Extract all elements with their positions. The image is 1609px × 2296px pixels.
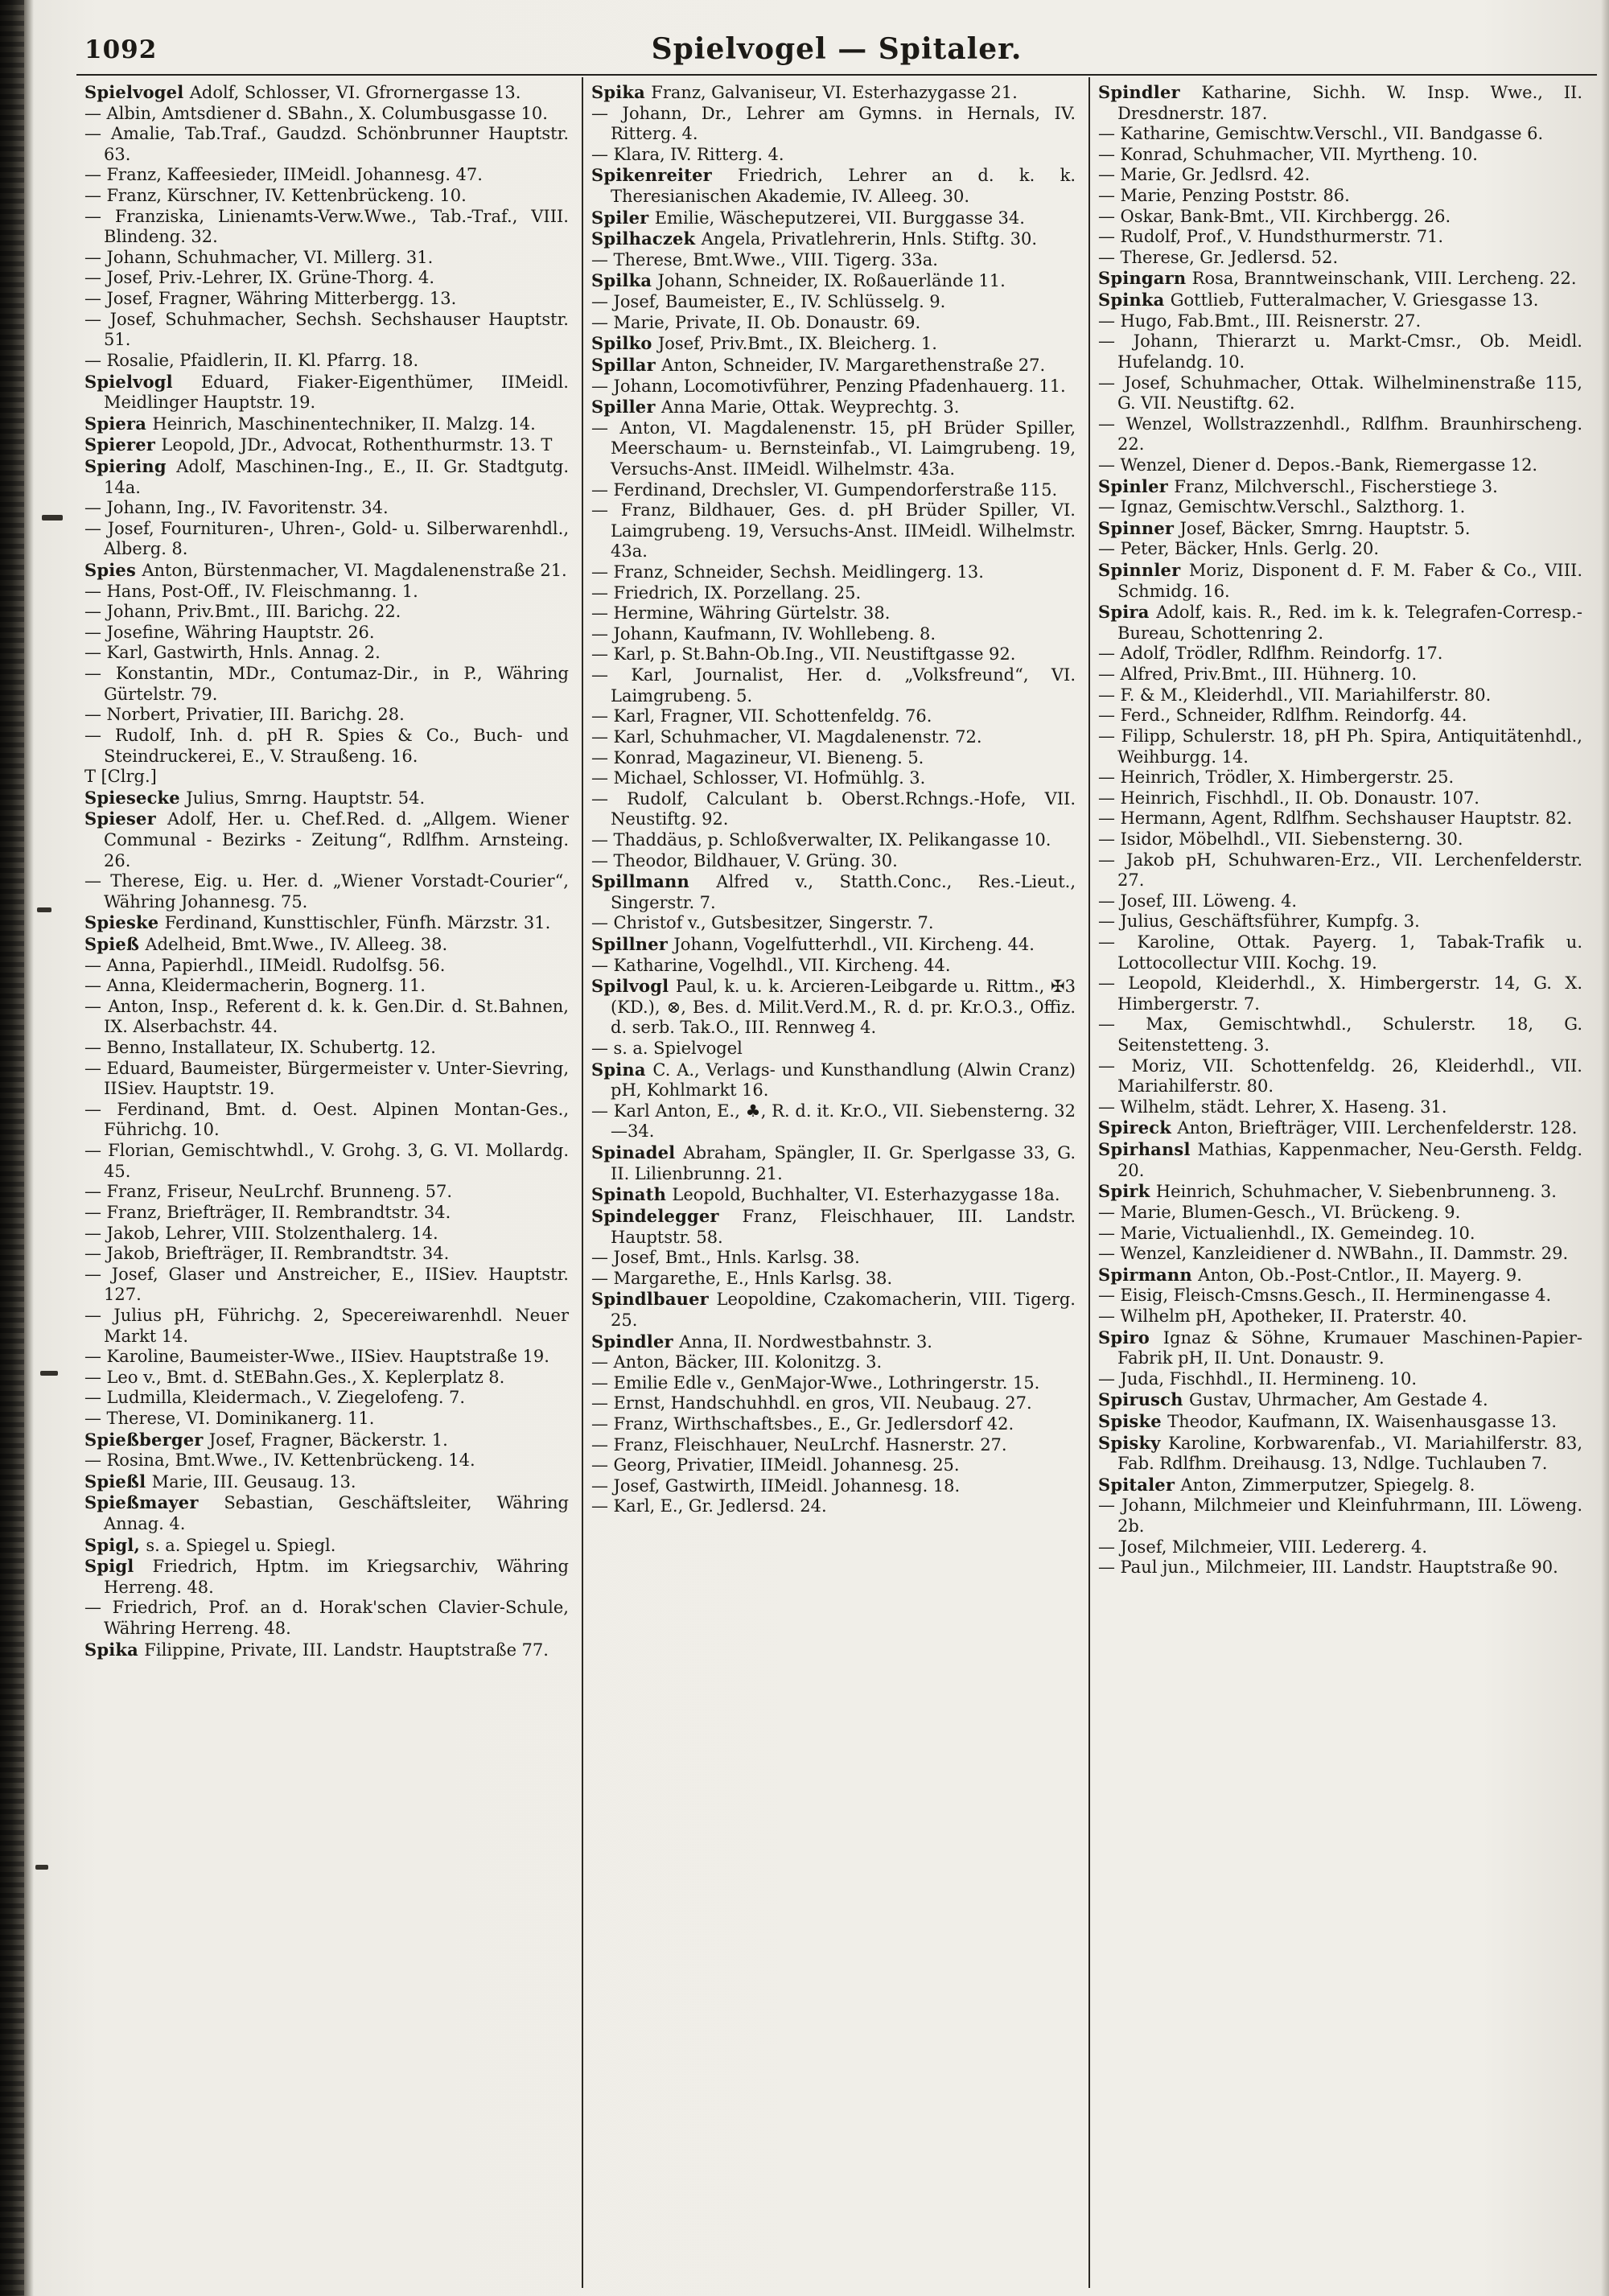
directory-entry: — Rudolf, Calculant b. Oberst.Rchngs.-Hofe, VII. Neustiftg. 92.: [591, 788, 1076, 829]
directory-entry: — Anna, Papierhdl., IIMeidl. Rudolfsg. 56.: [84, 955, 446, 975]
directory-entry: — Marie, Penzing Poststr. 86.: [1098, 186, 1350, 206]
scan-artifact: [35, 1865, 48, 1870]
directory-entry: — Konrad, Magazineur, VI. Bieneng. 5.: [591, 747, 924, 767]
surname: Spielvogel: [84, 82, 190, 102]
directory-entry: — Michael, Schlosser, VI. Hofmühlg. 3.: [591, 768, 926, 788]
directory-entry-head: Spingarn Rosa, Branntweinschank, VIII. Lercheng. 22.: [1098, 268, 1577, 289]
surname: Spindelegger: [591, 1205, 743, 1226]
directory-entry: — Leopold, Kleiderhdl., X. Himbergerstr. 14, G. X. Himbergerstr. 7.: [1098, 973, 1582, 1014]
directory-entry-head: Spilko Josef, Priv.Bmt., IX. Bleicherg. 1.: [591, 333, 937, 354]
directory-entry: — Ludmilla, Kleidermach., V. Ziegelofeng. 7.: [84, 1388, 466, 1408]
directory-entry-head: Spira Adolf, kais. R., Red. im k. k. Telegrafen-Corresp.-Bureau, Schottenring 2.: [1098, 602, 1582, 643]
directory-entry: — Wilhelm pH, Apotheker, II. Praterstr. 40.: [1098, 1306, 1467, 1326]
directory-entry: — Jakob, Lehrer, VIII. Stolzenthalerg. 14.: [84, 1223, 438, 1243]
surname: Spillar: [591, 354, 662, 375]
directory-entry: — Franz, Fleischhauer, NeuLrchf. Hasnerstr. 27.: [591, 1434, 1007, 1455]
directory-entry: — Rosina, Bmt.Wwe., IV. Kettenbrückeng. 14.: [84, 1450, 475, 1471]
surname: Spindler: [591, 1331, 680, 1352]
directory-entry: — Oskar, Bank-Bmt., VII. Kirchbergg. 26.: [1098, 206, 1451, 226]
directory-entry: — Max, Gemischtwhdl., Schulerstr. 18, G. Seitenstetteng. 3.: [1098, 1014, 1582, 1055]
directory-entry-head: Spika Franz, Galvaniseur, VI. Esterhazygasse 21.: [591, 82, 1018, 102]
directory-entry: — Ferdinand, Drechsler, VI. Gumpendorferstraße 115.: [591, 479, 1058, 500]
directory-entry: — s. a. Spielvogel: [591, 1039, 743, 1059]
directory-entry: — Amalie, Tab.Traf., Gaudzd. Schönbrunner Hauptstr. 63.: [84, 124, 569, 164]
directory-entry: — Johann, Kaufmann, IV. Wohllebeng. 8.: [591, 623, 936, 644]
directory-entry: — Hans, Post-Off., IV. Fleischmanng. 1.: [84, 581, 418, 601]
directory-entry: — Johann, Locomotivführer, Penzing Pfadenhauerg. 11.: [591, 376, 1066, 396]
directory-entry-head: Spindlbauer Leopoldine, Czakomacherin, VIII. Tigerg. 25.: [591, 1289, 1076, 1330]
surname: Spies: [84, 560, 142, 581]
column-3: [1090, 77, 1595, 2288]
directory-entry: — Marie, Blumen-Gesch., VI. Brückeng. 9.: [1098, 1202, 1461, 1222]
directory-entry: — Josef, Gastwirth, IIMeidl. Johannesg. 18.: [591, 1475, 961, 1496]
surname: Spinath: [591, 1184, 673, 1205]
column-2: [583, 77, 1088, 2288]
directory-entry-head: Spilka Johann, Schneider, IX. Roßauerlände 11.: [591, 270, 1006, 291]
directory-entry-head: Spiske Theodor, Kaufmann, IX. Waisenhausgasse 13.: [1098, 1411, 1558, 1431]
directory-entry: — Rosalie, Pfaidlerin, II. Kl. Pfarrg. 18.: [84, 350, 419, 370]
directory-entry: — Eisig, Fleisch-Cmsns.Gesch., II. Herminengasse 4.: [1098, 1286, 1552, 1306]
surname: Spikenreiter: [591, 165, 739, 186]
directory-entry-head: Spielvogl Eduard, Fiaker-Eigenthümer, IIMeidl. Meidlinger Hauptstr. 19.: [84, 371, 569, 413]
directory-entry-head: Spillner Johann, Vogelfutterhdl., VII. Kircheng. 44.: [591, 933, 1035, 954]
directory-entry-head: Spika Filippine, Private, III. Landstr. Hauptstraße 77.: [84, 1639, 549, 1660]
directory-entry: — Therese, Gr. Jedlersd. 52.: [1098, 247, 1339, 267]
directory-entry: — Hermine, Währing Gürtelstr. 38.: [591, 603, 891, 623]
surname: Spira: [1098, 602, 1157, 623]
surname: Spinka: [1098, 290, 1171, 311]
directory-entry: — Isidor, Möbelhdl., VII. Siebensterng. 30.: [1098, 829, 1463, 849]
directory-entry: — Benno, Installateur, IX. Schubertg. 12.: [84, 1038, 436, 1058]
directory-entry: — Konrad, Schuhmacher, VII. Myrtheng. 10.: [1098, 144, 1478, 164]
directory-entry: — Jakob pH, Schuhwaren-Erz., VII. Lerchenfelderstr. 27.: [1098, 850, 1582, 891]
surname: Spina: [591, 1059, 653, 1080]
surname: Spigl: [84, 1556, 153, 1577]
surname: Spindler: [1098, 82, 1202, 102]
surname: Spinner: [1098, 517, 1180, 538]
directory-entry-head: Spillmann Alfred v., Statth.Conc., Res.-Lieut., Singerstr. 7.: [591, 871, 1076, 912]
surname: Spiler: [591, 207, 655, 228]
directory-entry: — Leo v., Bmt. d. StEBahn.Ges., X. Keplerplatz 8.: [84, 1367, 505, 1387]
directory-entry-head: Spießl Marie, III. Geusaug. 13.: [84, 1471, 356, 1492]
directory-entry: — Karl, Journalist, Her. d. „Volksfreund“, VI. Laimgrubeng. 5.: [591, 665, 1076, 706]
surname: Spigl,: [84, 1534, 146, 1555]
surname: Spilvogl: [591, 976, 676, 997]
directory-entry: — Josef, Fragner, Währing Mitterbergg. 13.: [84, 289, 457, 309]
directory-entry: — Josef, Schuhmacher, Sechsh. Sechshauser Hauptstr. 51.: [84, 309, 569, 350]
directory-entry: — Moriz, VII. Schottenfeldg. 26, Kleiderhdl., VII. Mariahilferstr. 80.: [1098, 1055, 1582, 1097]
directory-entry-head: Spinnler Moriz, Disponent d. F. M. Faber & Co., VIII. Schmidg. 16.: [1098, 560, 1582, 601]
directory-entry: — Katharine, Vogelhdl., VII. Kircheng. 44.: [591, 955, 951, 975]
directory-entry: — Rudolf, Inh. d. pH R. Spies & Co., Buch- und Steindruckerei, E., V. Straußeng. 16.: [84, 725, 569, 766]
directory-entry: — Karl Anton, E., ♣, R. d. it. Kr.O., VII. Siebensterng. 32—34.: [591, 1101, 1076, 1142]
column-1: [76, 77, 582, 2288]
directory-entry: — Josef, Fournituren-, Uhren-, Gold- u. Silberwarenhdl., Alberg. 8.: [84, 518, 570, 559]
directory-entry: — Anton, Insp., Referent d. k. k. Gen.Dir. d. St.Bahnen, IX. Alserbachstr. 44.: [84, 996, 569, 1037]
directory-entry-head: Spiering Adolf, Maschinen-Ing., E., II. Gr. Stadtgutg. 14a.: [84, 455, 569, 497]
surname: Spieske: [84, 912, 165, 933]
surname: Spinnler: [1098, 560, 1189, 581]
directory-entry-head: Spinner Josef, Bäcker, Smrng. Hauptstr. 5.: [1098, 517, 1471, 538]
directory-entry: — Friedrich, IX. Porzellang. 25.: [591, 582, 862, 603]
surname: Spirhansl: [1098, 1139, 1198, 1160]
surname: Spilhaczek: [591, 228, 702, 249]
directory-entry: — Konstantin, MDr., Contumaz-Dir., in P., Währing Gürtelstr. 79.: [84, 664, 569, 704]
directory-entry-head: Spies Anton, Bürstenmacher, VI. Magdalenenstraße 21.: [84, 560, 567, 581]
directory-entry: — Margarethe, E., Hnls Karlsg. 38.: [591, 1268, 893, 1288]
directory-entry: — Josef, Bmt., Hnls. Karlsg. 38.: [591, 1248, 860, 1268]
directory-entry: — Franz, Wirthschaftsbes., E., Gr. Jedlersdorf 42.: [591, 1414, 1014, 1434]
directory-entry-head: Spirhansl Mathias, Kappenmacher, Neu-Gersth. Feldg. 20.: [1098, 1139, 1582, 1180]
header-rule: [76, 74, 1597, 76]
scan-artifact: [42, 515, 63, 521]
surname: Spießl: [84, 1471, 152, 1492]
directory-entry: — Hugo, Fab.Bmt., III. Reisnerstr. 27.: [1098, 311, 1422, 331]
surname: Spindlbauer: [591, 1289, 717, 1310]
directory-entry: — Ferd., Schneider, Rdlfhm. Reindorfg. 44.: [1098, 706, 1467, 726]
directory-entry: — Wenzel, Diener d. Depos.-Bank, Riemergasse 12.: [1098, 455, 1538, 475]
directory-entry-head: Spierer Leopold, JDr., Advocat, Rothenthurmstr. 13. T: [84, 434, 553, 455]
directory-entry-head: Spiller Anna Marie, Ottak. Weyprechtg. 3.: [591, 397, 960, 418]
directory-entry: — Anton, VI. Magdalenenstr. 15, pH Brüder Spiller, Meerschaum- u. Bernsteinfab., VI. Laimgrubeng. 19, Versuchs-Anst. IIMeidl. Wilhelmstr. 43a.: [591, 418, 1076, 479]
directory-entry: — Albin, Amtsdiener d. SBahn., X. Columbusgasse 10.: [84, 103, 548, 123]
surname: Spirk: [1098, 1181, 1156, 1202]
directory-entry-head: Spisky Karoline, Korbwarenfab., VI. Mariahilferstr. 83, Fab. Rdlfhm. Dreihausg. 13, Ndlge. Tuchlauben 7.: [1098, 1432, 1582, 1474]
directory-entry-head: Spinadel Abraham, Spängler, II. Gr. Sperlgasse 33, G. II. Lilienbrunng. 21.: [591, 1142, 1076, 1183]
surname: Spiske: [1098, 1411, 1168, 1431]
directory-entry: — Florian, Gemischtwhdl., V. Grohg. 3, G. VI. Mollardg. 45.: [84, 1141, 570, 1181]
directory-entry: — Josef, Glaser und Anstreicher, E., IISiev. Hauptstr. 127.: [84, 1264, 569, 1305]
surname: Spirmann: [1098, 1264, 1199, 1285]
directory-entry: — Johann, Schuhmacher, VI. Millerg. 31.: [84, 247, 434, 267]
surname: Spillner: [591, 933, 674, 954]
directory-entry: — Julius pH, Führichg. 2, Specereiwarenhdl. Neuer Markt 14.: [84, 1305, 569, 1346]
directory-entry: — Marie, Victualienhdl., IX. Gemeindeg. 10.: [1098, 1223, 1475, 1243]
directory-entry-head: Spieske Ferdinand, Kunsttischler, Fünfh. Märzstr. 31.: [84, 912, 551, 933]
directory-entry: — Johann, Thierarzt u. Markt-Cmsr., Ob. Meidl. Hufelandg. 10.: [1098, 331, 1582, 372]
directory-entry: — Norbert, Privatier, III. Barichg. 28.: [84, 705, 405, 725]
directory-entry: — Therese, Bmt.Wwe., VIII. Tigerg. 33a.: [591, 249, 938, 270]
directory-entry-head: Spillar Anton, Schneider, IV. Margarethenstraße 27.: [591, 354, 1046, 375]
directory-entry: — Josef, Schuhmacher, Ottak. Wilhelminenstraße 115, G. VII. Neustiftg. 62.: [1098, 372, 1582, 414]
directory-entry-head: Spiler Emilie, Wäscheputzerei, VII. Burggasse 34.: [591, 207, 1025, 228]
surname: Spika: [84, 1639, 145, 1660]
directory-entry: — Adolf, Trödler, Rdlfhm. Reindorfg. 17.: [1098, 644, 1443, 664]
directory-entry: — Anton, Bäcker, III. Kolonitzg. 3.: [591, 1352, 883, 1372]
directory-entry-head: Spireck Anton, Briefträger, VIII. Lerchenfelderstr. 128.: [1098, 1117, 1578, 1138]
directory-entry: — Hermann, Agent, Rdlfhm. Sechshauser Hauptstr. 82.: [1098, 809, 1573, 829]
surname: Spika: [591, 82, 652, 102]
directory-entry: — Johann, Milchmeier und Kleinfuhrmann, III. Löweng. 2b.: [1098, 1496, 1582, 1537]
directory-entry: — Karoline, Baumeister-Wwe., IISiev. Hauptstraße 19.: [84, 1347, 549, 1367]
directory-entry-head: Spielvogel Adolf, Schlosser, VI. Gfrornergasse 13.: [84, 82, 521, 102]
surname: Spinler: [1098, 475, 1175, 496]
surname: Spießmayer: [84, 1492, 224, 1513]
surname: Spirusch: [1098, 1389, 1189, 1410]
directory-entry: — Friedrich, Prof. an d. Horak'schen Clavier-Schule, Währing Herreng. 48.: [84, 1598, 569, 1639]
directory-entry: — Johann, Dr., Lehrer am Gymns. in Hernals, IV. Ritterg. 4.: [591, 103, 1076, 144]
directory-entry: — Marie, Gr. Jedlsrd. 42.: [1098, 165, 1311, 185]
directory-entry: — Franz, Bildhauer, Ges. d. pH Brüder Spiller, VI. Laimgrubeng. 19, Versuchs-Anst. IIMeidl. Wilhelmstr. 43a.: [591, 500, 1076, 562]
surname: Spielvogl: [84, 371, 201, 392]
directory-entry: — Franz, Friseur, NeuLrchf. Brunneng. 57.: [84, 1182, 453, 1202]
page-number: 1092: [84, 35, 158, 64]
directory-entry: — Paul jun., Milchmeier, III. Landstr. Hauptstraße 90.: [1098, 1557, 1558, 1578]
directory-entry: — Therese, VI. Dominikanerg. 11.: [84, 1409, 375, 1428]
directory-entry: — Ignaz, Gemischtw.Verschl., Salzthorg. 1.: [1098, 497, 1466, 517]
surname: Spinadel: [591, 1142, 684, 1163]
directory-entry: — Johann, Priv.Bmt., III. Barichg. 22.: [84, 602, 401, 622]
directory-entry-head: Spieß Adelheid, Bmt.Wwe., IV. Alleeg. 38.: [84, 933, 448, 954]
surname: Spiesecke: [84, 787, 187, 808]
directory-entry: — Rudolf, Prof., V. Hundsthurmerstr. 71.: [1098, 227, 1444, 247]
directory-entry-head: Spieser Adolf, Her. u. Chef.Red. d. „Allgem. Wiener Communal - Bezirks - Zeitung“, Rdlfhm. Arnsteing. 26.: [84, 809, 569, 870]
directory-entry-head: Spikenreiter Friedrich, Lehrer an d. k. k. Theresianischen Akademie, IV. Alleeg. 30.: [591, 165, 1076, 207]
directory-entry-head: Spinath Leopold, Buchhalter, VI. Esterhazygasse 18a.: [591, 1184, 1060, 1205]
directory-entry: — Franz, Kaffeesieder, IIMeidl. Johannesg. 47.: [84, 165, 483, 185]
directory-entry: — Julius, Geschäftsführer, Kumpfg. 3.: [1098, 911, 1420, 932]
directory-entry: — Franz, Briefträger, II. Rembrandtstr. 34.: [84, 1202, 451, 1222]
directory-entry: — Filipp, Schulerstr. 18, pH Ph. Spira, Antiquitätenhdl., Weihburgg. 14.: [1098, 726, 1582, 767]
directory-entry-head: Spindler Katharine, Sichh. W. Insp. Wwe., II. Dresdnerstr. 187.: [1098, 82, 1582, 123]
scan-artifact: [37, 907, 51, 912]
surname: Spieß: [84, 933, 146, 954]
directory-entry: — Heinrich, Fischhdl., II. Ob. Donaustr. 107.: [1098, 788, 1479, 808]
directory-entry: — Karl, Fragner, VII. Schottenfeldg. 76.: [591, 706, 932, 726]
directory-entry: — Katharine, Gemischtw.Verschl., VII. Bandgasse 6.: [1098, 124, 1544, 144]
directory-entry-head: Spinka Gottlieb, Futteralmacher, V. Griesgasse 13.: [1098, 290, 1539, 311]
directory-entry: — Franziska, Linienamts-Verw.Wwe., Tab.-Traf., VIII. Blindeng. 32.: [84, 206, 569, 247]
scan-artifact: [40, 1371, 58, 1376]
binding-edge-texture: [0, 0, 24, 2296]
directory-entry: — Heinrich, Trödler, X. Himbergerstr. 25.: [1098, 767, 1455, 788]
directory-entry-head: Spindelegger Franz, Fleischhauer, III. Landstr. Hauptstr. 58.: [591, 1205, 1076, 1247]
directory-entry: — Karl, E., Gr. Jedlersd. 24.: [591, 1496, 827, 1516]
surname: Spitaler: [1098, 1474, 1181, 1495]
directory-entry: — Franz, Kürschner, IV. Kettenbrückeng. 10.: [84, 186, 467, 206]
surname: Spieser: [84, 809, 167, 829]
directory-entry: — Josef, Milchmeier, VIII. Ledererg. 4.: [1098, 1537, 1428, 1557]
directory-entry-head: Spinler Franz, Milchverschl., Fischerstiege 3.: [1098, 475, 1498, 496]
page-right-edge: [1601, 0, 1609, 2296]
surname: Spießberger: [84, 1429, 209, 1450]
directory-entry: — F. & M., Kleiderhdl., VII. Mariahilferstr. 80.: [1098, 685, 1492, 705]
directory-entry-head: Spirk Heinrich, Schuhmacher, V. Siebenbrunneng. 3.: [1098, 1181, 1557, 1202]
directory-entry-head: Spiesecke Julius, Smrng. Hauptstr. 54.: [84, 787, 426, 808]
directory-entry: — Christof v., Gutsbesitzer, Singerstr. 7.: [591, 913, 934, 933]
directory-entry: — Juda, Fischhdl., II. Hermineng. 10.: [1098, 1368, 1418, 1389]
directory-entry: — Josef, III. Löweng. 4.: [1098, 891, 1298, 911]
directory-entry-head: Spiro Ignaz & Söhne, Krumauer Maschinen-Papier-Fabrik pH, II. Unt. Donaustr. 9.: [1098, 1327, 1582, 1368]
directory-entry-head: Spina C. A., Verlags- und Kunsthandlung (Alwin Cranz) pH, Kohlmarkt 16.: [591, 1059, 1076, 1101]
surname: Spilko: [591, 333, 658, 354]
directory-entry: — Emilie Edle v., GenMajor-Wwe., Lothringerstr. 15.: [591, 1372, 1040, 1393]
directory-entry: — Franz, Schneider, Sechsh. Meidlingerg. 13.: [591, 562, 984, 582]
directory-entry: — Johann, Ing., IV. Favoritenstr. 34.: [84, 498, 389, 518]
directory-entry: — Marie, Private, II. Ob. Donaustr. 69.: [591, 312, 921, 332]
directory-entry: — Karoline, Ottak. Payerg. 1, Tabak-Trafik u. Lottocollectur VIII. Kochg. 19.: [1098, 932, 1582, 973]
directory-entry-head: Spindler Anna, II. Nordwestbahnstr. 3.: [591, 1331, 932, 1352]
directory-entry: — Klara, IV. Ritterg. 4.: [591, 144, 784, 164]
page-header: [76, 32, 1597, 69]
directory-entry-head: Spiera Heinrich, Maschinentechniker, II. Malzg. 14.: [84, 413, 536, 434]
directory-entry: — Thaddäus, p. Schloßverwalter, IX. Pelikangasse 10.: [591, 829, 1051, 850]
directory-entry: — Eduard, Baumeister, Bürgermeister v. Unter-Sievring, IISiev. Hauptstr. 19.: [84, 1058, 569, 1099]
directory-entry-head: Spirusch Gustav, Uhrmacher, Am Gestade 4.: [1098, 1389, 1488, 1410]
directory-entry-head: Spirmann Anton, Ob.-Post-Cntlor., II. Mayerg. 9.: [1098, 1264, 1522, 1285]
directory-entry: — Karl, Schuhmacher, VI. Magdalenenstr. 72.: [591, 726, 982, 747]
directory-entry: — Josef, Priv.-Lehrer, IX. Grüne-Thorg. 4.: [84, 268, 435, 288]
directory-entry: — Georg, Privatier, IIMeidl. Johannesg. 25.: [591, 1455, 960, 1475]
directory-entry: — Therese, Eig. u. Her. d. „Wiener Vorstadt-Courier“, Währing Johannesg. 75.: [84, 871, 569, 911]
surname: Spisky: [1098, 1432, 1169, 1453]
directory-entry: — Jakob, Briefträger, II. Rembrandtstr. 34.: [84, 1244, 450, 1264]
directory-entry-head: Spitaler Anton, Zimmerputzer, Spiegelg. 8.: [1098, 1474, 1475, 1495]
surname: Spillmann: [591, 871, 717, 892]
directory-entry: — Peter, Bäcker, Hnls. Gerlg. 20.: [1098, 539, 1380, 559]
directory-entry: — Wilhelm, städt. Lehrer, X. Haseng. 31.: [1098, 1097, 1447, 1117]
directory-entry: — Wenzel, Wollstrazzenhdl., Rdlfhm. Braunhirscheng. 22.: [1098, 414, 1582, 455]
surname: Spireck: [1098, 1117, 1178, 1138]
directory-entry: — Anna, Kleidermacherin, Bognerg. 11.: [84, 976, 426, 996]
directory-entry: T [Clrg.]: [84, 767, 157, 787]
surname: Spingarn: [1098, 268, 1192, 289]
directory-entry-head: Spilhaczek Angela, Privatlehrerin, Hnls. Stiftg. 30.: [591, 228, 1038, 249]
directory-entry: — Ernst, Handschuhhdl. en gros, VII. Neubaug. 27.: [591, 1393, 1032, 1413]
surname: Spiro: [1098, 1327, 1163, 1348]
surname: Spilka: [591, 270, 658, 291]
directory-entry-head: Spießberger Josef, Fragner, Bäckerstr. 1.: [84, 1429, 448, 1450]
directory-entry-head: Spilvogl Paul, k. u. k. Arcieren-Leibgarde u. Rittm., ✠3 (KD.), ⊗, Bes. d. Milit.Verd.M., R. d. pr. Kr.O.3., Offiz. d. serb. Tak.O., III. Rennweg 4.: [591, 976, 1076, 1038]
directory-entry: — Theodor, Bildhauer, V. Grüng. 30.: [591, 850, 898, 870]
surname: Spiering: [84, 455, 177, 476]
directory-entry: — Alfred, Priv.Bmt., III. Hühnerg. 10.: [1098, 665, 1418, 685]
directory-entry: — Josef, Baumeister, E., IV. Schlüsselg. 9.: [591, 292, 946, 312]
surname: Spiller: [591, 397, 661, 418]
directory-entry-head: Spigl Friedrich, Hptm. im Kriegsarchiv, Währing Herreng. 48.: [84, 1556, 569, 1597]
directory-entry-head: Spießmayer Sebastian, Geschäftsleiter, Währing Annag. 4.: [84, 1492, 569, 1534]
directory-entry: — Karl, p. St.Bahn-Ob.Ing., VII. Neustiftgasse 92.: [591, 644, 1016, 665]
directory-entry-head: Spigl, s. a. Spiegel u. Spiegl.: [84, 1534, 336, 1555]
directory-entry: — Wenzel, Kanzleidiener d. NWBahn., II. Dammstr. 29.: [1098, 1244, 1569, 1264]
columns-container: [76, 77, 1597, 2288]
directory-entry: — Ferdinand, Bmt. d. Oest. Alpinen Montan-Ges., Führichg. 10.: [84, 1099, 570, 1140]
running-head-title: Spielvogel — Spitaler.: [651, 32, 1023, 66]
directory-entry: — Karl, Gastwirth, Hnls. Annag. 2.: [84, 643, 381, 663]
surname: Spiera: [84, 413, 153, 434]
surname: Spierer: [84, 434, 162, 455]
directory-entry: — Josefine, Währing Hauptstr. 26.: [84, 622, 375, 642]
